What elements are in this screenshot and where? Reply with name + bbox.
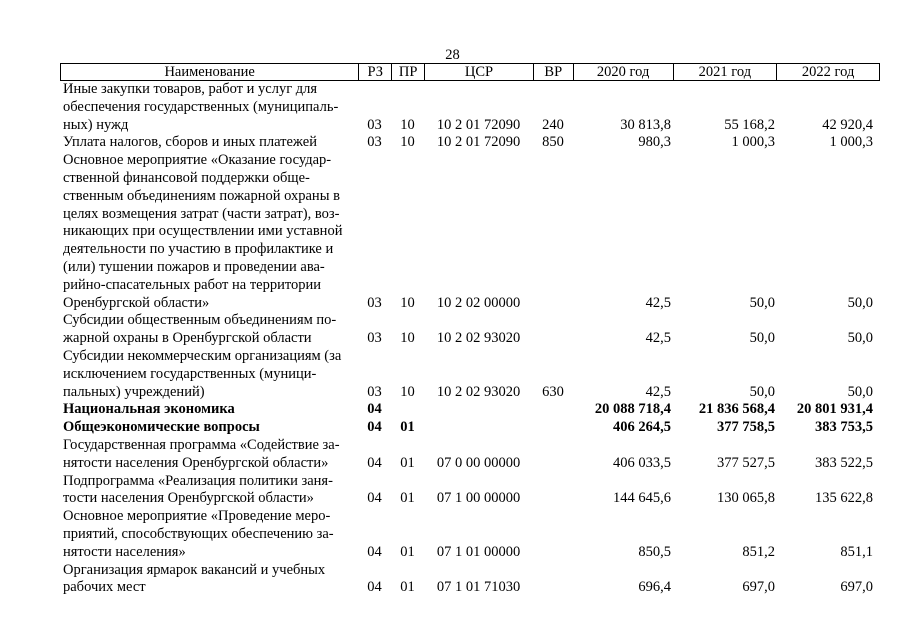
cell-2020: 42,5 bbox=[645, 383, 671, 400]
cell-2021: 377 527,5 bbox=[717, 454, 775, 471]
table-row bbox=[60, 562, 880, 598]
cell-2022: 697,0 bbox=[840, 579, 873, 596]
cell-2021: 55 168,2 bbox=[724, 116, 775, 133]
cell-2020: 850,5 bbox=[638, 543, 671, 560]
cell-2020: 406 033,5 bbox=[613, 454, 671, 471]
cell-2020: 30 813,8 bbox=[620, 116, 671, 133]
cell-2021: 851,2 bbox=[742, 543, 775, 560]
cell-rz: 04 bbox=[367, 401, 382, 418]
cell-pr: 01 bbox=[400, 490, 415, 507]
cell-name: Общеэкономические вопросы bbox=[63, 419, 260, 436]
cell-2021: 697,0 bbox=[742, 579, 775, 596]
table-row bbox=[60, 419, 880, 437]
cell-rz: 03 bbox=[367, 330, 382, 347]
table-row bbox=[60, 473, 880, 509]
cell-pr: 01 bbox=[400, 454, 415, 471]
cell-pr: 10 bbox=[400, 294, 415, 311]
header-rz: РЗ bbox=[358, 64, 391, 80]
cell-csr: 10 2 02 00000 bbox=[436, 294, 521, 311]
cell-name: Подпрограмма «Реализация политики заня- тости населения Оренбургской области» bbox=[63, 472, 333, 507]
cell-pr: 10 bbox=[400, 116, 415, 133]
cell-csr: 10 2 02 93020 bbox=[436, 330, 521, 347]
table-body bbox=[60, 81, 880, 597]
cell-rz: 04 bbox=[367, 490, 382, 507]
header-2020: 2020 год bbox=[573, 64, 673, 80]
cell-2021: 1 000,3 bbox=[731, 134, 775, 151]
table-row bbox=[60, 81, 880, 134]
cell-rz: 03 bbox=[367, 294, 382, 311]
budget-table bbox=[60, 63, 880, 597]
cell-2021: 130 065,8 bbox=[717, 490, 775, 507]
cell-csr: 10 2 02 93020 bbox=[436, 383, 521, 400]
cell-name: Национальная экономика bbox=[63, 401, 235, 418]
page-number: 28 bbox=[445, 47, 460, 63]
cell-rz: 04 bbox=[367, 579, 382, 596]
cell-2022: 1 000,3 bbox=[829, 134, 873, 151]
header-csr: ЦСР bbox=[424, 64, 533, 80]
cell-2020: 696,4 bbox=[638, 579, 671, 596]
cell-csr: 07 0 00 00000 bbox=[436, 454, 521, 471]
cell-vr: 240 bbox=[542, 116, 564, 133]
cell-rz: 04 bbox=[367, 419, 382, 436]
cell-2020: 980,3 bbox=[638, 134, 671, 151]
cell-pr: 10 bbox=[400, 134, 415, 151]
header-vr: ВР bbox=[533, 64, 573, 80]
cell-2022: 20 801 931,4 bbox=[796, 401, 873, 418]
cell-2022: 851,1 bbox=[840, 543, 873, 560]
table-header bbox=[60, 63, 880, 81]
cell-pr: 10 bbox=[400, 383, 415, 400]
table-row bbox=[60, 437, 880, 473]
cell-2020: 42,5 bbox=[645, 294, 671, 311]
cell-name: Государственная программа «Содействие за- нятости населения Оренбургской области» bbox=[63, 436, 340, 471]
cell-pr: 10 bbox=[400, 330, 415, 347]
table-row bbox=[60, 134, 880, 152]
cell-2022: 383 522,5 bbox=[815, 454, 873, 471]
cell-vr: 850 bbox=[542, 134, 564, 151]
cell-name: Субсидии некоммерческим организациям (за исключением государственных (муници- пальных) учреждений) bbox=[63, 347, 342, 400]
cell-name: Основное мероприятие «Проведение меро- приятий, способствующих обеспечению за- нятости населения» bbox=[63, 508, 334, 560]
header-pr: ПР bbox=[391, 64, 424, 80]
header-2021: 2021 год bbox=[673, 64, 777, 80]
cell-pr: 01 bbox=[400, 579, 415, 596]
cell-2021: 21 836 568,4 bbox=[698, 401, 775, 418]
header-2022: 2022 год bbox=[776, 64, 879, 80]
cell-2022: 50,0 bbox=[847, 294, 873, 311]
cell-name: Субсидии общественным объединениям по- жарной охраны в Оренбургской области bbox=[63, 312, 337, 347]
cell-rz: 04 bbox=[367, 454, 382, 471]
cell-2022: 50,0 bbox=[847, 383, 873, 400]
cell-pr: 01 bbox=[400, 419, 415, 436]
cell-2020: 406 264,5 bbox=[613, 419, 671, 436]
cell-rz: 03 bbox=[367, 116, 382, 133]
table-row bbox=[60, 312, 880, 348]
table-row bbox=[60, 348, 880, 401]
cell-pr: 01 bbox=[400, 543, 415, 560]
cell-csr: 07 1 01 00000 bbox=[436, 543, 521, 560]
cell-2021: 50,0 bbox=[749, 383, 775, 400]
cell-2022: 50,0 bbox=[847, 330, 873, 347]
cell-2022: 135 622,8 bbox=[815, 490, 873, 507]
cell-2020: 20 088 718,4 bbox=[594, 401, 671, 418]
cell-csr: 10 2 01 72090 bbox=[436, 116, 521, 133]
cell-csr: 10 2 01 72090 bbox=[436, 134, 521, 151]
cell-name: Уплата налогов, сборов и иных платежей bbox=[63, 134, 317, 151]
header-name: Наименование bbox=[164, 64, 255, 80]
cell-name: Иные закупки товаров, работ и услуг для обеспечения государственных (муниципаль- ных) нужд bbox=[63, 81, 339, 133]
table-row bbox=[60, 152, 880, 312]
cell-csr: 07 1 01 71030 bbox=[436, 579, 521, 596]
cell-vr: 630 bbox=[542, 383, 564, 400]
cell-2022: 42 920,4 bbox=[822, 116, 873, 133]
cell-2021: 50,0 bbox=[749, 294, 775, 311]
cell-rz: 03 bbox=[367, 383, 382, 400]
cell-name: Организация ярмарок вакансий и учебных рабочих мест bbox=[63, 561, 326, 596]
cell-2021: 377 758,5 bbox=[717, 419, 775, 436]
cell-2022: 383 753,5 bbox=[815, 419, 873, 436]
table-row bbox=[60, 401, 880, 419]
cell-rz: 03 bbox=[367, 134, 382, 151]
cell-name: Основное мероприятие «Оказание государ- ственной финансовой поддержки обще- ственным объединениям пожарной охраны в целях возмещения затрат (части затрат), воз- никающих при осуществлении ими уставной деятельности по участию в профилактике и (или) тушении пожаров и проведении ава- рийно-спасательных работ на территории Оренбургской области» bbox=[63, 152, 343, 311]
cell-2020: 144 645,6 bbox=[613, 490, 671, 507]
cell-2020: 42,5 bbox=[645, 330, 671, 347]
cell-rz: 04 bbox=[367, 543, 382, 560]
cell-2021: 50,0 bbox=[749, 330, 775, 347]
cell-csr: 07 1 00 00000 bbox=[436, 490, 521, 507]
table-row bbox=[60, 508, 880, 561]
